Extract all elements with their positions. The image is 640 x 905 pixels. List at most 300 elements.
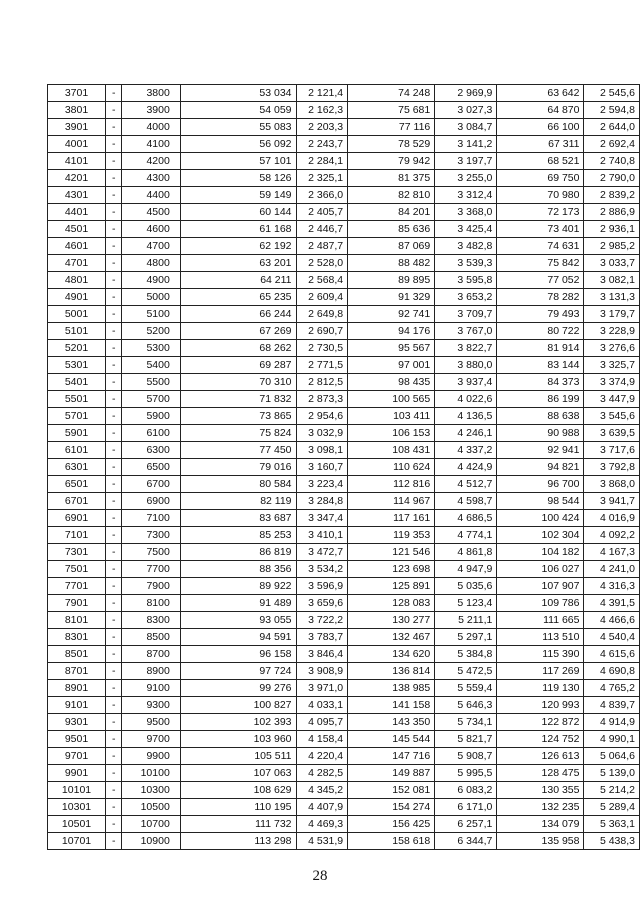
value-5-cell: 69 750 [497, 170, 584, 187]
value-5-cell: 107 907 [497, 578, 584, 595]
range-dash-cell: - [106, 187, 122, 204]
range-to-cell: 4700 [122, 238, 180, 255]
range-dash-cell: - [106, 748, 122, 765]
range-to-cell: 7500 [122, 544, 180, 561]
range-dash-cell: - [106, 561, 122, 578]
range-from-cell: 7901 [48, 595, 106, 612]
range-from-cell: 7101 [48, 527, 106, 544]
range-from-cell: 6701 [48, 493, 106, 510]
value-3-cell: 91 329 [348, 289, 435, 306]
value-6-cell: 3 033,7 [584, 255, 640, 272]
page-number: 28 [312, 868, 328, 884]
value-6-cell: 2 839,2 [584, 187, 640, 204]
value-3-cell: 85 636 [348, 221, 435, 238]
value-5-cell: 88 638 [497, 408, 584, 425]
range-dash-cell: - [106, 153, 122, 170]
range-to-cell: 10700 [122, 816, 180, 833]
value-1-cell: 80 584 [180, 476, 296, 493]
value-5-cell: 111 665 [497, 612, 584, 629]
value-1-cell: 59 149 [180, 187, 296, 204]
value-2-cell: 3 722,2 [296, 612, 348, 629]
value-5-cell: 120 993 [497, 697, 584, 714]
value-6-cell: 5 363,1 [584, 816, 640, 833]
value-3-cell: 98 435 [348, 374, 435, 391]
value-4-cell: 5 995,5 [435, 765, 497, 782]
value-5-cell: 98 544 [497, 493, 584, 510]
value-4-cell: 3 709,7 [435, 306, 497, 323]
value-4-cell: 3 653,2 [435, 289, 497, 306]
table-body [48, 85, 640, 850]
value-2-cell: 2 649,8 [296, 306, 348, 323]
value-3-cell: 81 375 [348, 170, 435, 187]
value-3-cell: 74 248 [348, 85, 435, 102]
value-6-cell: 3 276,6 [584, 340, 640, 357]
table-row [48, 595, 640, 612]
value-4-cell: 5 646,3 [435, 697, 497, 714]
value-1-cell: 86 819 [180, 544, 296, 561]
value-5-cell: 73 401 [497, 221, 584, 238]
value-2-cell: 2 954,6 [296, 408, 348, 425]
value-3-cell: 154 274 [348, 799, 435, 816]
value-5-cell: 130 355 [497, 782, 584, 799]
range-dash-cell: - [106, 595, 122, 612]
value-5-cell: 104 182 [497, 544, 584, 561]
value-5-cell: 128 475 [497, 765, 584, 782]
value-3-cell: 75 681 [348, 102, 435, 119]
value-1-cell: 94 591 [180, 629, 296, 646]
value-1-cell: 66 244 [180, 306, 296, 323]
value-4-cell: 3 084,7 [435, 119, 497, 136]
value-4-cell: 6 171,0 [435, 799, 497, 816]
value-5-cell: 135 958 [497, 833, 584, 850]
value-5-cell: 63 642 [497, 85, 584, 102]
value-5-cell: 64 870 [497, 102, 584, 119]
range-to-cell: 5700 [122, 391, 180, 408]
range-from-cell: 9701 [48, 748, 106, 765]
range-dash-cell: - [106, 697, 122, 714]
value-2-cell: 2 568,4 [296, 272, 348, 289]
range-from-cell: 4801 [48, 272, 106, 289]
range-from-cell: 9301 [48, 714, 106, 731]
value-3-cell: 94 176 [348, 323, 435, 340]
value-4-cell: 4 686,5 [435, 510, 497, 527]
range-dash-cell: - [106, 272, 122, 289]
range-from-cell: 5401 [48, 374, 106, 391]
range-to-cell: 9900 [122, 748, 180, 765]
range-from-cell: 5701 [48, 408, 106, 425]
range-from-cell: 10101 [48, 782, 106, 799]
value-2-cell: 2 812,5 [296, 374, 348, 391]
table-row [48, 170, 640, 187]
value-5-cell: 72 173 [497, 204, 584, 221]
range-dash-cell: - [106, 221, 122, 238]
range-dash-cell: - [106, 391, 122, 408]
table-row [48, 119, 640, 136]
value-5-cell: 94 821 [497, 459, 584, 476]
value-2-cell: 4 282,5 [296, 765, 348, 782]
range-dash-cell: - [106, 442, 122, 459]
value-4-cell: 4 424,9 [435, 459, 497, 476]
range-from-cell: 7301 [48, 544, 106, 561]
range-to-cell: 8100 [122, 595, 180, 612]
value-4-cell: 3 880,0 [435, 357, 497, 374]
range-from-cell: 6101 [48, 442, 106, 459]
value-2-cell: 4 531,9 [296, 833, 348, 850]
value-4-cell: 3 937,4 [435, 374, 497, 391]
value-1-cell: 97 724 [180, 663, 296, 680]
value-5-cell: 86 199 [497, 391, 584, 408]
range-dash-cell: - [106, 425, 122, 442]
value-3-cell: 100 565 [348, 391, 435, 408]
table-row [48, 833, 640, 850]
table-row [48, 408, 640, 425]
range-to-cell: 3800 [122, 85, 180, 102]
value-3-cell: 138 985 [348, 680, 435, 697]
range-from-cell: 9101 [48, 697, 106, 714]
range-to-cell: 7300 [122, 527, 180, 544]
value-6-cell: 3 717,6 [584, 442, 640, 459]
value-5-cell: 124 752 [497, 731, 584, 748]
value-5-cell: 115 390 [497, 646, 584, 663]
value-3-cell: 156 425 [348, 816, 435, 833]
range-from-cell: 4001 [48, 136, 106, 153]
value-2-cell: 3 160,7 [296, 459, 348, 476]
range-to-cell: 8500 [122, 629, 180, 646]
value-4-cell: 3 368,0 [435, 204, 497, 221]
range-from-cell: 5301 [48, 357, 106, 374]
value-1-cell: 53 034 [180, 85, 296, 102]
table-row [48, 442, 640, 459]
value-4-cell: 4 598,7 [435, 493, 497, 510]
value-6-cell: 4 316,3 [584, 578, 640, 595]
table-row [48, 425, 640, 442]
value-4-cell: 4 861,8 [435, 544, 497, 561]
range-from-cell: 8101 [48, 612, 106, 629]
value-3-cell: 87 069 [348, 238, 435, 255]
value-6-cell: 5 289,4 [584, 799, 640, 816]
value-2-cell: 2 873,3 [296, 391, 348, 408]
table-row [48, 765, 640, 782]
table-row [48, 527, 640, 544]
value-3-cell: 132 467 [348, 629, 435, 646]
value-2-cell: 2 366,0 [296, 187, 348, 204]
table-row [48, 289, 640, 306]
value-4-cell: 4 512,7 [435, 476, 497, 493]
value-6-cell: 2 936,1 [584, 221, 640, 238]
value-1-cell: 111 732 [180, 816, 296, 833]
value-1-cell: 85 253 [180, 527, 296, 544]
value-3-cell: 84 201 [348, 204, 435, 221]
value-3-cell: 77 116 [348, 119, 435, 136]
range-dash-cell: - [106, 289, 122, 306]
value-1-cell: 99 276 [180, 680, 296, 697]
value-3-cell: 136 814 [348, 663, 435, 680]
range-dash-cell: - [106, 476, 122, 493]
range-from-cell: 10501 [48, 816, 106, 833]
range-to-cell: 4400 [122, 187, 180, 204]
range-from-cell: 4901 [48, 289, 106, 306]
value-6-cell: 4 914,9 [584, 714, 640, 731]
value-3-cell: 112 816 [348, 476, 435, 493]
range-to-cell: 4200 [122, 153, 180, 170]
value-3-cell: 108 431 [348, 442, 435, 459]
value-4-cell: 3 539,3 [435, 255, 497, 272]
range-to-cell: 4000 [122, 119, 180, 136]
range-from-cell: 4101 [48, 153, 106, 170]
value-5-cell: 117 269 [497, 663, 584, 680]
value-4-cell: 5 297,1 [435, 629, 497, 646]
table-row [48, 578, 640, 595]
value-4-cell: 5 123,4 [435, 595, 497, 612]
table-row [48, 153, 640, 170]
value-5-cell: 122 872 [497, 714, 584, 731]
value-1-cell: 91 489 [180, 595, 296, 612]
value-2-cell: 3 846,4 [296, 646, 348, 663]
value-6-cell: 4 765,2 [584, 680, 640, 697]
value-1-cell: 55 083 [180, 119, 296, 136]
value-2-cell: 3 098,1 [296, 442, 348, 459]
value-6-cell: 3 447,9 [584, 391, 640, 408]
value-6-cell: 4 092,2 [584, 527, 640, 544]
value-6-cell: 4 690,8 [584, 663, 640, 680]
value-6-cell: 3 941,7 [584, 493, 640, 510]
range-from-cell: 4301 [48, 187, 106, 204]
value-5-cell: 109 786 [497, 595, 584, 612]
table-row [48, 782, 640, 799]
range-dash-cell: - [106, 204, 122, 221]
value-6-cell: 2 740,8 [584, 153, 640, 170]
value-3-cell: 130 277 [348, 612, 435, 629]
range-from-cell: 8901 [48, 680, 106, 697]
range-to-cell: 6900 [122, 493, 180, 510]
table-row [48, 680, 640, 697]
value-5-cell: 83 144 [497, 357, 584, 374]
value-4-cell: 6 344,7 [435, 833, 497, 850]
range-dash-cell: - [106, 799, 122, 816]
range-dash-cell: - [106, 816, 122, 833]
value-2-cell: 2 243,7 [296, 136, 348, 153]
range-from-cell: 4701 [48, 255, 106, 272]
value-2-cell: 4 220,4 [296, 748, 348, 765]
range-to-cell: 5900 [122, 408, 180, 425]
value-2-cell: 4 345,2 [296, 782, 348, 799]
value-2-cell: 3 223,4 [296, 476, 348, 493]
value-1-cell: 89 922 [180, 578, 296, 595]
value-3-cell: 92 741 [348, 306, 435, 323]
range-from-cell: 8301 [48, 629, 106, 646]
range-dash-cell: - [106, 238, 122, 255]
range-dash-cell: - [106, 459, 122, 476]
table-row [48, 816, 640, 833]
value-5-cell: 100 424 [497, 510, 584, 527]
value-2-cell: 4 158,4 [296, 731, 348, 748]
value-5-cell: 80 722 [497, 323, 584, 340]
range-to-cell: 6500 [122, 459, 180, 476]
value-2-cell: 2 325,1 [296, 170, 348, 187]
value-2-cell: 4 095,7 [296, 714, 348, 731]
value-3-cell: 128 083 [348, 595, 435, 612]
range-dash-cell: - [106, 629, 122, 646]
value-6-cell: 2 985,2 [584, 238, 640, 255]
range-dash-cell: - [106, 374, 122, 391]
value-4-cell: 2 969,9 [435, 85, 497, 102]
value-3-cell: 89 895 [348, 272, 435, 289]
range-to-cell: 7100 [122, 510, 180, 527]
value-6-cell: 3 868,0 [584, 476, 640, 493]
range-to-cell: 5100 [122, 306, 180, 323]
range-dash-cell: - [106, 408, 122, 425]
range-to-cell: 4800 [122, 255, 180, 272]
value-1-cell: 63 201 [180, 255, 296, 272]
value-6-cell: 3 179,7 [584, 306, 640, 323]
range-from-cell: 4501 [48, 221, 106, 238]
value-1-cell: 88 356 [180, 561, 296, 578]
value-5-cell: 67 311 [497, 136, 584, 153]
table-row [48, 272, 640, 289]
value-1-cell: 103 960 [180, 731, 296, 748]
range-from-cell: 3901 [48, 119, 106, 136]
value-5-cell: 92 941 [497, 442, 584, 459]
table-row [48, 255, 640, 272]
value-4-cell: 5 821,7 [435, 731, 497, 748]
table-row [48, 340, 640, 357]
table-row [48, 646, 640, 663]
value-6-cell: 2 886,9 [584, 204, 640, 221]
value-2-cell: 4 033,1 [296, 697, 348, 714]
range-to-cell: 9500 [122, 714, 180, 731]
value-6-cell: 5 139,0 [584, 765, 640, 782]
range-from-cell: 3701 [48, 85, 106, 102]
value-5-cell: 90 988 [497, 425, 584, 442]
value-6-cell: 2 594,8 [584, 102, 640, 119]
value-4-cell: 5 384,8 [435, 646, 497, 663]
range-from-cell: 9901 [48, 765, 106, 782]
range-dash-cell: - [106, 357, 122, 374]
range-from-cell: 9501 [48, 731, 106, 748]
range-to-cell: 6100 [122, 425, 180, 442]
value-3-cell: 125 891 [348, 578, 435, 595]
value-2-cell: 2 528,0 [296, 255, 348, 272]
value-5-cell: 126 613 [497, 748, 584, 765]
range-dash-cell: - [106, 714, 122, 731]
value-1-cell: 105 511 [180, 748, 296, 765]
table-row [48, 629, 640, 646]
value-1-cell: 64 211 [180, 272, 296, 289]
range-to-cell: 4300 [122, 170, 180, 187]
value-5-cell: 75 842 [497, 255, 584, 272]
value-2-cell: 2 690,7 [296, 323, 348, 340]
value-2-cell: 4 469,3 [296, 816, 348, 833]
range-dash-cell: - [106, 765, 122, 782]
value-3-cell: 117 161 [348, 510, 435, 527]
table-row [48, 510, 640, 527]
value-6-cell: 3 325,7 [584, 357, 640, 374]
value-5-cell: 78 282 [497, 289, 584, 306]
range-dash-cell: - [106, 782, 122, 799]
table-row [48, 204, 640, 221]
range-to-cell: 7700 [122, 561, 180, 578]
value-1-cell: 56 092 [180, 136, 296, 153]
range-dash-cell: - [106, 731, 122, 748]
value-4-cell: 3 255,0 [435, 170, 497, 187]
range-from-cell: 7501 [48, 561, 106, 578]
value-2-cell: 2 162,3 [296, 102, 348, 119]
value-2-cell: 2 446,7 [296, 221, 348, 238]
value-6-cell: 4 016,9 [584, 510, 640, 527]
value-6-cell: 2 644,0 [584, 119, 640, 136]
value-1-cell: 113 298 [180, 833, 296, 850]
value-2-cell: 3 032,9 [296, 425, 348, 442]
range-from-cell: 5501 [48, 391, 106, 408]
value-6-cell: 3 792,8 [584, 459, 640, 476]
value-1-cell: 107 063 [180, 765, 296, 782]
value-5-cell: 84 373 [497, 374, 584, 391]
value-4-cell: 5 734,1 [435, 714, 497, 731]
table-row [48, 748, 640, 765]
range-from-cell: 6301 [48, 459, 106, 476]
range-to-cell: 5200 [122, 323, 180, 340]
value-3-cell: 121 546 [348, 544, 435, 561]
range-dash-cell: - [106, 578, 122, 595]
value-1-cell: 58 126 [180, 170, 296, 187]
value-2-cell: 3 410,1 [296, 527, 348, 544]
value-1-cell: 79 016 [180, 459, 296, 476]
value-2-cell: 3 534,2 [296, 561, 348, 578]
value-6-cell: 5 438,3 [584, 833, 640, 850]
range-to-cell: 9100 [122, 680, 180, 697]
range-to-cell: 5400 [122, 357, 180, 374]
value-3-cell: 106 153 [348, 425, 435, 442]
table-row [48, 561, 640, 578]
range-from-cell: 10301 [48, 799, 106, 816]
range-to-cell: 10300 [122, 782, 180, 799]
range-to-cell: 9300 [122, 697, 180, 714]
range-from-cell: 5901 [48, 425, 106, 442]
value-2-cell: 2 487,7 [296, 238, 348, 255]
range-from-cell: 7701 [48, 578, 106, 595]
value-3-cell: 143 350 [348, 714, 435, 731]
range-from-cell: 5001 [48, 306, 106, 323]
value-1-cell: 70 310 [180, 374, 296, 391]
value-5-cell: 113 510 [497, 629, 584, 646]
range-to-cell: 5000 [122, 289, 180, 306]
table-row [48, 612, 640, 629]
value-1-cell: 68 262 [180, 340, 296, 357]
value-3-cell: 119 353 [348, 527, 435, 544]
value-3-cell: 88 482 [348, 255, 435, 272]
range-dash-cell: - [106, 136, 122, 153]
value-4-cell: 6 257,1 [435, 816, 497, 833]
table-row [48, 323, 640, 340]
range-dash-cell: - [106, 340, 122, 357]
range-dash-cell: - [106, 119, 122, 136]
table-row [48, 357, 640, 374]
table-row [48, 493, 640, 510]
value-1-cell: 96 158 [180, 646, 296, 663]
value-3-cell: 78 529 [348, 136, 435, 153]
table-row [48, 221, 640, 238]
value-2-cell: 3 659,6 [296, 595, 348, 612]
value-4-cell: 5 472,5 [435, 663, 497, 680]
value-1-cell: 102 393 [180, 714, 296, 731]
range-from-cell: 8501 [48, 646, 106, 663]
table-row [48, 697, 640, 714]
range-dash-cell: - [106, 663, 122, 680]
value-1-cell: 54 059 [180, 102, 296, 119]
value-3-cell: 147 716 [348, 748, 435, 765]
range-to-cell: 4600 [122, 221, 180, 238]
range-from-cell: 8701 [48, 663, 106, 680]
